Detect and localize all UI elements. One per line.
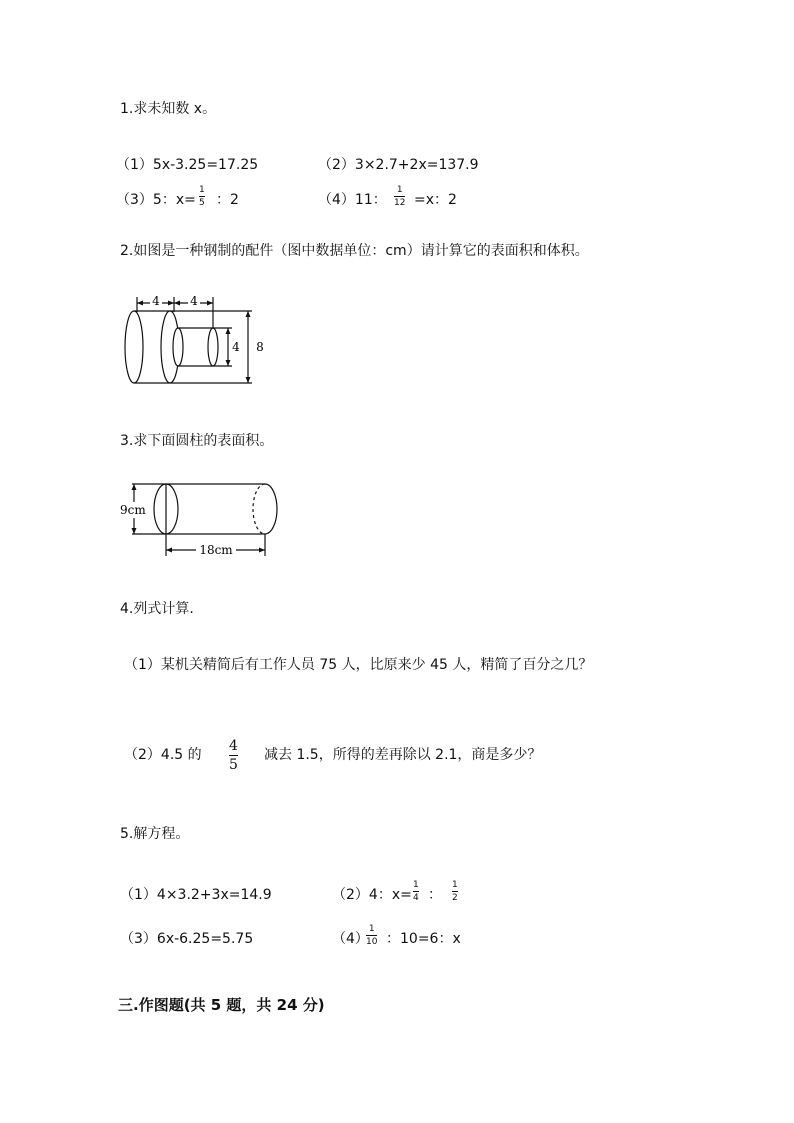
fraction-denominator: 2 [452,893,458,903]
q3-title: 3.求下面圆柱的表面积。 [120,433,274,449]
q1-item-4-pre: （4）11： [318,192,387,208]
fraction-denominator: 4 [413,893,419,903]
q4-problem-2-fraction [229,738,238,773]
q5-item-1: （1）4×3.2+3x=14.9 [120,887,272,903]
dim-label-length: 18cm [199,543,233,557]
arrow-head [226,360,231,366]
steel-part-diagram [118,288,278,388]
section-3-heading: 三.作图题(共 5 题，共 24 分) [118,996,325,1014]
arrow-head [246,377,251,383]
dim-label-inner: 4 [232,340,240,354]
cylinder-right-front-arc [265,484,277,534]
q5-title: 5.解方程。 [120,826,190,842]
q1-item-3-pre: （3）5：x= [116,192,196,208]
q1-item-3-fraction [199,185,205,208]
fraction-denominator: 12 [394,198,406,208]
big-cylinder-left-face [125,311,143,383]
arrow-head [132,484,137,490]
fraction-numerator: 4 [229,738,238,754]
arrow-head [226,328,231,334]
q4-problem-2-post: 减去 1.5，所得的差再除以 2.1，商是多少？ [264,747,542,763]
fraction-denominator: 5 [229,757,238,773]
q4-problem-2-pre: （2）4.5 的 [124,747,202,763]
arrow-head [246,311,251,317]
small-cylinder-left-face [173,328,183,366]
q5-item-2-fraction-2 [452,880,458,903]
q1-item-1: （1）5x-3.25=17.25 [116,157,259,173]
q5-item-2-mid: ： [428,887,442,903]
fraction-denominator: 10 [366,937,378,947]
q5-item-4-post: ：10=6：x [386,931,461,947]
q1-item-4-post: =x：2 [414,192,457,208]
cylinder-right-hidden-arc [253,484,265,534]
arrow-head [137,301,143,306]
q1-title: 1.求未知数 x。 [120,101,217,117]
arrow-head [174,301,180,306]
fraction-numerator: 1 [368,924,375,934]
q4-title: 4.列式计算. [120,601,194,617]
dim-label-diameter: 9cm [120,503,146,517]
fraction-numerator: 1 [396,185,403,195]
q1-item-4-fraction [394,185,405,208]
dim-label-outer: 8 [256,340,264,354]
dim-label-top-right: 4 [190,294,198,308]
arrow-head [259,548,265,553]
q4-problem-1: （1）某机关精简后有工作人员 75 人，比原来少 45 人，精简了百分之几？ [124,657,593,673]
q2-title: 2.如图是一种钢制的配件（图中数据单位：cm）请计算它的表面积和体积。 [120,243,589,259]
q5-item-4-fraction [366,924,377,947]
fraction-numerator: 1 [413,880,419,890]
fraction-numerator: 1 [199,185,205,195]
q5-item-4-pre: （4） [332,931,369,947]
arrow-head [168,301,174,306]
arrow-head [207,301,213,306]
dim-label-top-left: 4 [152,294,160,308]
small-cylinder-right-face [208,328,218,366]
q5-item-3: （3）6x-6.25=5.75 [120,931,254,947]
arrow-head [166,548,172,553]
q1-item-2: （2）3×2.7+2x=137.9 [318,157,479,173]
cylinder-diagram [118,478,280,560]
arrow-head [132,528,137,534]
fraction-numerator: 1 [452,880,458,890]
fraction-denominator: 5 [199,198,205,208]
q1-item-3-post: ：2 [216,192,239,208]
q5-item-2-pre: （2）4：x= [332,887,412,903]
q5-item-2-fraction-1 [413,880,419,903]
